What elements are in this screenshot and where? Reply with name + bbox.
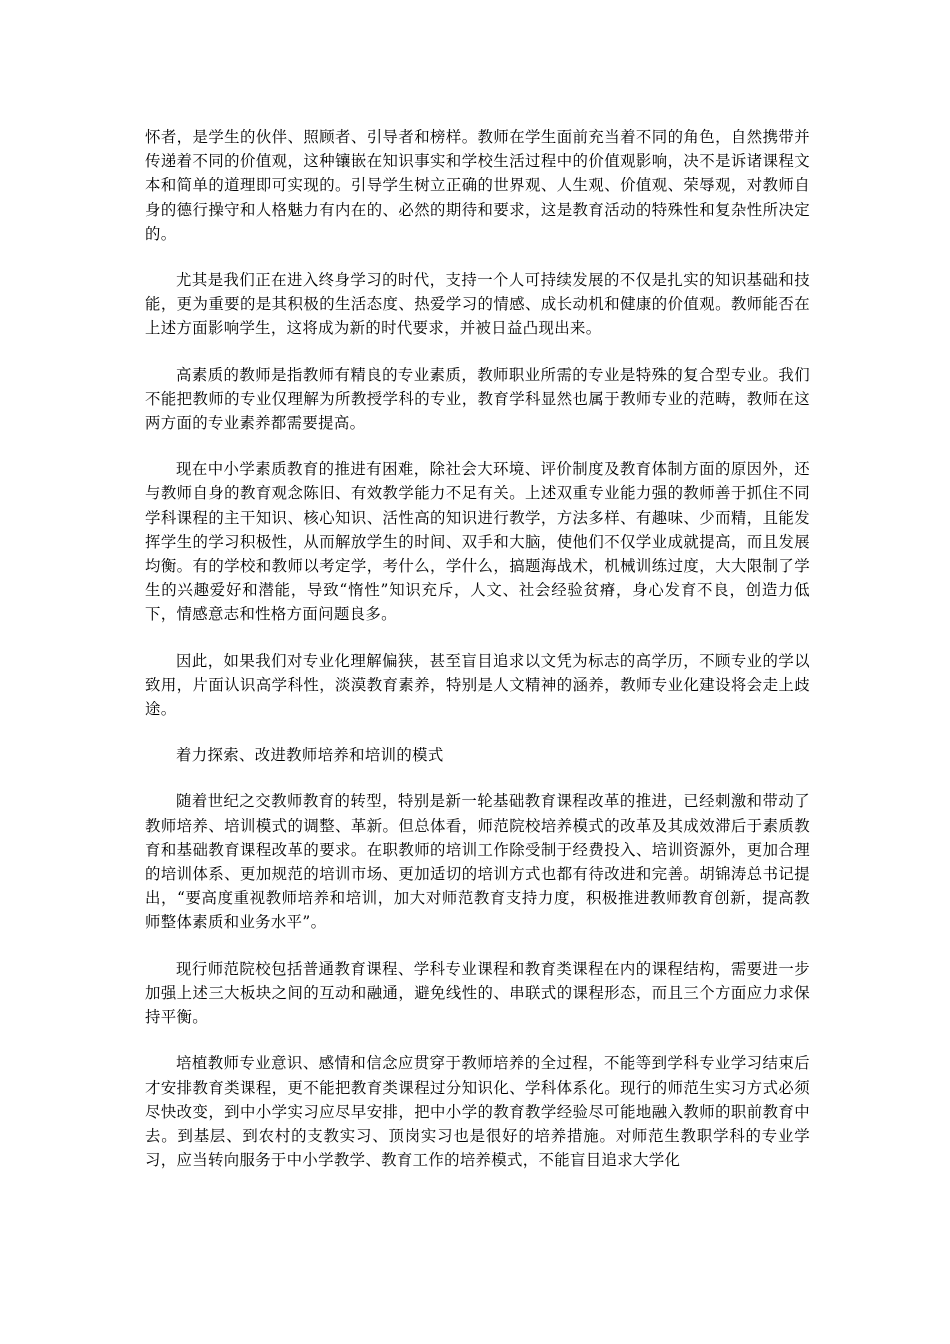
paragraph-curriculum-structure: 现行师范院校包括普通教育课程、学科专业课程和教育类课程在内的课程结构，需要进一步加强上述三大板块之间的互动和融通，避免线性的、串联式的课程形态，而且三个方面应力求保持平衡。: [145, 959, 810, 1027]
paragraph-lifelong-learning: 尤其是我们正在进入终身学习的时代，支持一个人可持续发展的不仅是扎实的知识基础和技能，更为重要的是其积极的生活态度、热爱学习的情感、成长动机和健康的价值观。教师能否在上述方面影响学生，这将成为新的时代要求，并被日益凸现出来。: [145, 271, 810, 338]
paragraph-professionalization: 因此，如果我们对专业化理解偏狭，甚至盲目追求以文凭为标志的高学历，不顾专业的学以致用，片面认识高学科性，淡漠教育素养，特别是人文精神的涵养，教师专业化建设将会走上歧途。: [145, 651, 810, 719]
paragraph-professional-awareness: 培植教师专业意识、感情和信念应贯穿于教师培养的全过程，不能等到学科专业学习结束后才安排教育类课程，更不能把教育类课程过分知识化、学科体系化。现行的师范生实习方式必须尽快改变，到中小学实习应尽早安排，把中小学的教育教学经验尽可能地融入教师的职前教育中去。到基层、到农村的支教实习、顶岗实习也是很好的培养措施。对师范生教职学科的专业学习，应当转向服务于中小学教学、教育工作的培养模式，不能盲目追求大学化: [145, 1054, 810, 1170]
paragraph-high-quality-teacher: 高素质的教师是指教师有精良的专业素质，教师职业所需的专业是特殊的复合型专业。我们不能把教师的专业仅理解为所教授学科的专业，教育学科显然也属于教师专业的范畴，教师在这两方面的专业素养都需要提高。: [145, 365, 810, 433]
document-body: [145, 125, 810, 1194]
section-heading: 着力探索、改进教师培养和培训的模式: [176, 746, 444, 765]
paragraph-quality-education: 现在中小学素质教育的推进有困难，除社会大环境、评价制度及教育体制方面的原因外，还与教师自身的教育观念陈旧、有效教学能力不足有关。上述双重专业能力强的教师善于抓住不同学科课程的主干知识、核心知识、活性高的知识进行教学，方法多样、有趣味、少而精，且能发挥学生的学习积极性，从而解放学生的时间、双手和大脑，使他们不仅学业成就提高，而且发展均衡。有的学校和教师以考定学，考什么，学什么，搞题海战术，机械训练过度，大大限制了学生的兴趣爱好和潜能，导致“惰性”知识充斥，人文、社会经验贫瘠，身心发育不良，创造力低下，情感意志和性格方面问题良多。: [145, 460, 810, 624]
paragraph-teacher-education-transition: 随着世纪之交教师教育的转型，特别是新一轮基础教育课程改革的推进，已经刺激和带动了教师培养、培训模式的调整、革新。但总体看，师范院校培养模式的改革及其成效滞后于素质教育和基础教育课程改革的要求。在职教师的培训工作除受制于经费投入、培训资源外，更加合理的培训体系、更加规范的培训市场、更加适切的培训方式也都有待改进和完善。胡锦涛总书记提出，“要高度重视教师培养和培训，加大对师范教育支持力度，积极推进教师教育创新，提高教师整体素质和业务水平”。: [145, 792, 810, 932]
paragraph-continuation: 怀者，是学生的伙伴、照顾者、引导者和榜样。教师在学生面前充当着不同的角色，自然携带并传递着不同的价值观，这种镶嵌在知识事实和学校生活过程中的价值观影响，决不是诉诸课程文本和简单的道理即可实现的。引导学生树立正确的世界观、人生观、价值观、荣辱观，对教师自身的德行操守和人格魅力有内在的、必然的期待和要求，这是教育活动的特殊性和复杂性所决定的。: [145, 128, 810, 243]
